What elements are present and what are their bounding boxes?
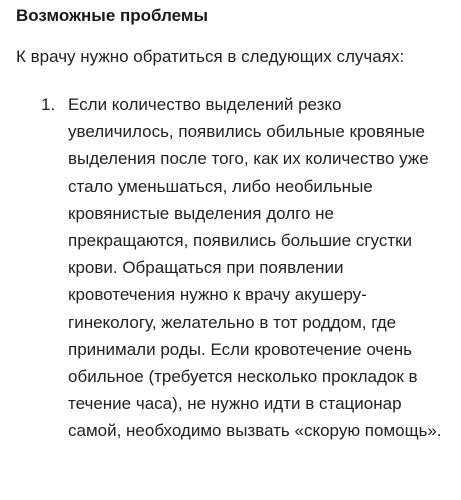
list-item — [16, 91, 449, 445]
list-item-number: 1. — [41, 95, 56, 114]
section-heading: Возможные проблемы — [16, 6, 209, 25]
list-item-text: Если количество выделений резко увеличилось, появились обильные кровяные выделения после того, как их количество уже стало уменьшаться, либо необильные кровянистые выделения долго не прекращаются, появились большие сгустки крови. Обращаться при появлении кровотечения нужно к врачу акушеру-гинекологу, желательно в тот роддом, где принимали роды. Если кровотечение очень обильное (требуется несколько прокладок в течение часа), не нужно идти в стационар самой, необходимо вызвать «скорую помощь». — [68, 95, 442, 441]
intro-paragraph: К врачу нужно обратиться в следующих случаях: — [16, 47, 405, 66]
problem-list — [16, 91, 449, 445]
